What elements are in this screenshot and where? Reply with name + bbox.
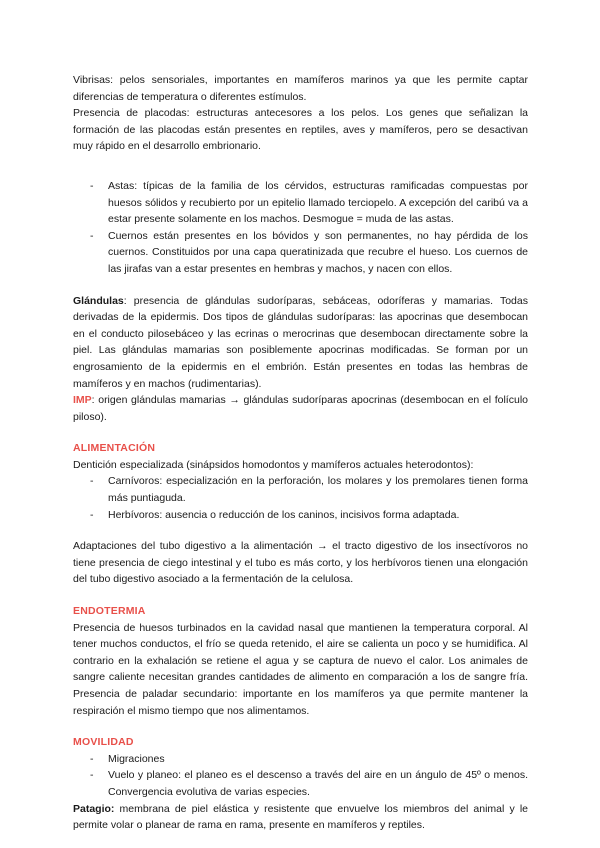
- list-item: - Carnívoros: especialización en la perforación, los molares y los premolares tienen forma más puntiaguda.: [90, 475, 528, 505]
- imp-paragraph: IMP: origen glándulas mamarias → glándulas sudoríparas apocrinas (desembocan en el folículo piloso).: [73, 394, 528, 423]
- patagio-paragraph: Patagio: membrana de piel elástica y resistente que envuelve los miembros del animal y le permite volar o planear de rama en rama, presente en mamíferos y reptiles.: [73, 802, 528, 832]
- imp-label: IMP: [73, 394, 92, 407]
- endotermia-paragraph: Presencia de huesos turbinados en la cavidad nasal que mantienen la temperatura corporal. Al tener muchos conductos, el frío se queda retenido, el aire se calienta un poco y se humidifica. Al contrario en la exhalación se retiene el agua y se captura de nuevo el calor. Los animales de sangre caliente necesitan grandes cantidades de alimento en comparación a los de sangre fría. Presencia de paladar secundario: importante en los mamíferos ya que permite mantener la respiración el mismo tiempo que nos alimentamos.: [73, 621, 528, 717]
- denticion-list: [73, 473, 528, 523]
- denticion-intro: Dentición especializada (sinápsidos homodontos y mamíferos actuales heterodontos):: [73, 458, 474, 471]
- adaptaciones-paragraph: Adaptaciones del tubo digestivo a la alimentación → el tracto digestivo de los insectívoros no tiene presencia de ciego intestinal y el tubo es más corto, y los herbívoros tienen una elongación del tubo digestivo asociado a la fermentación de la celulosa.: [73, 540, 528, 586]
- list-item: - Herbívoros: ausencia o reducción de los caninos, incisivos forma adaptada.: [90, 508, 460, 521]
- list-item: - Vuelo y planeo: el planeo es el descenso a través del aire en un ángulo de 45º o menos. Convergencia evolutiva de varias especies.: [90, 769, 528, 798]
- patagio-term: Patagio:: [73, 802, 115, 815]
- list-item: - Astas: típicas de la familia de los cérvidos, estructuras ramificadas compuestas por huesos sólidos y recubierto por un epitelio llamado terciopelo. A excepción del caribú va a estar presente solamente en los machos. Desmogue = muda de las astas.: [90, 179, 528, 226]
- list-item: - Migraciones: [90, 752, 165, 765]
- placodas-paragraph: Presencia de placodas: estructuras antecesores a los pelos. Los genes que señalizan la formación de las placodas están presentes en reptiles, aves y mamíferos, pero se desactivan muy rápido en el desarrollo embrionario.: [73, 107, 528, 153]
- vibrisas-paragraph: Vibrisas: pelos sensoriales, importantes en mamíferos marinos ya que les permite captar diferencias de temperatura o diferentes estímulos.: [73, 74, 528, 103]
- glandulas-paragraph: Glándulas: presencia de glándulas sudoríparas, sebáceas, odoríferas y mamarias. Todas derivadas de la epidermis. Dos tipos de glándulas sudoríparas: las apocrinas que desembocan en el conducto pilosebáceo y las ecrinas o merocrinas que desembocan directamente sobre la piel. Las glándulas mamarias son posiblemente apocrinas modificadas. Se forman por un engrosamiento de la epidermis en el embrión. Están presentes en todas las hembras de mamíferos y en machos (rudimentarias).: [73, 294, 528, 390]
- horns-list: [73, 178, 528, 278]
- movilidad-heading: MOVILIDAD: [73, 736, 134, 749]
- alimentacion-heading: ALIMENTACIÓN: [73, 442, 156, 455]
- endotermia-heading: ENDOTERMIA: [73, 605, 146, 618]
- movilidad-list: [73, 751, 528, 801]
- glandulas-term: Glándulas: [73, 294, 124, 307]
- list-item: - Cuernos están presentes en los bóvidos y son permanentes, no hay pérdida de los cuernos. Constituidos por una capa queratinizada que recubre el hueso. Los cuernos de las jirafas van a estar presentes en hembras y machos, y nacen con ellos.: [90, 229, 528, 275]
